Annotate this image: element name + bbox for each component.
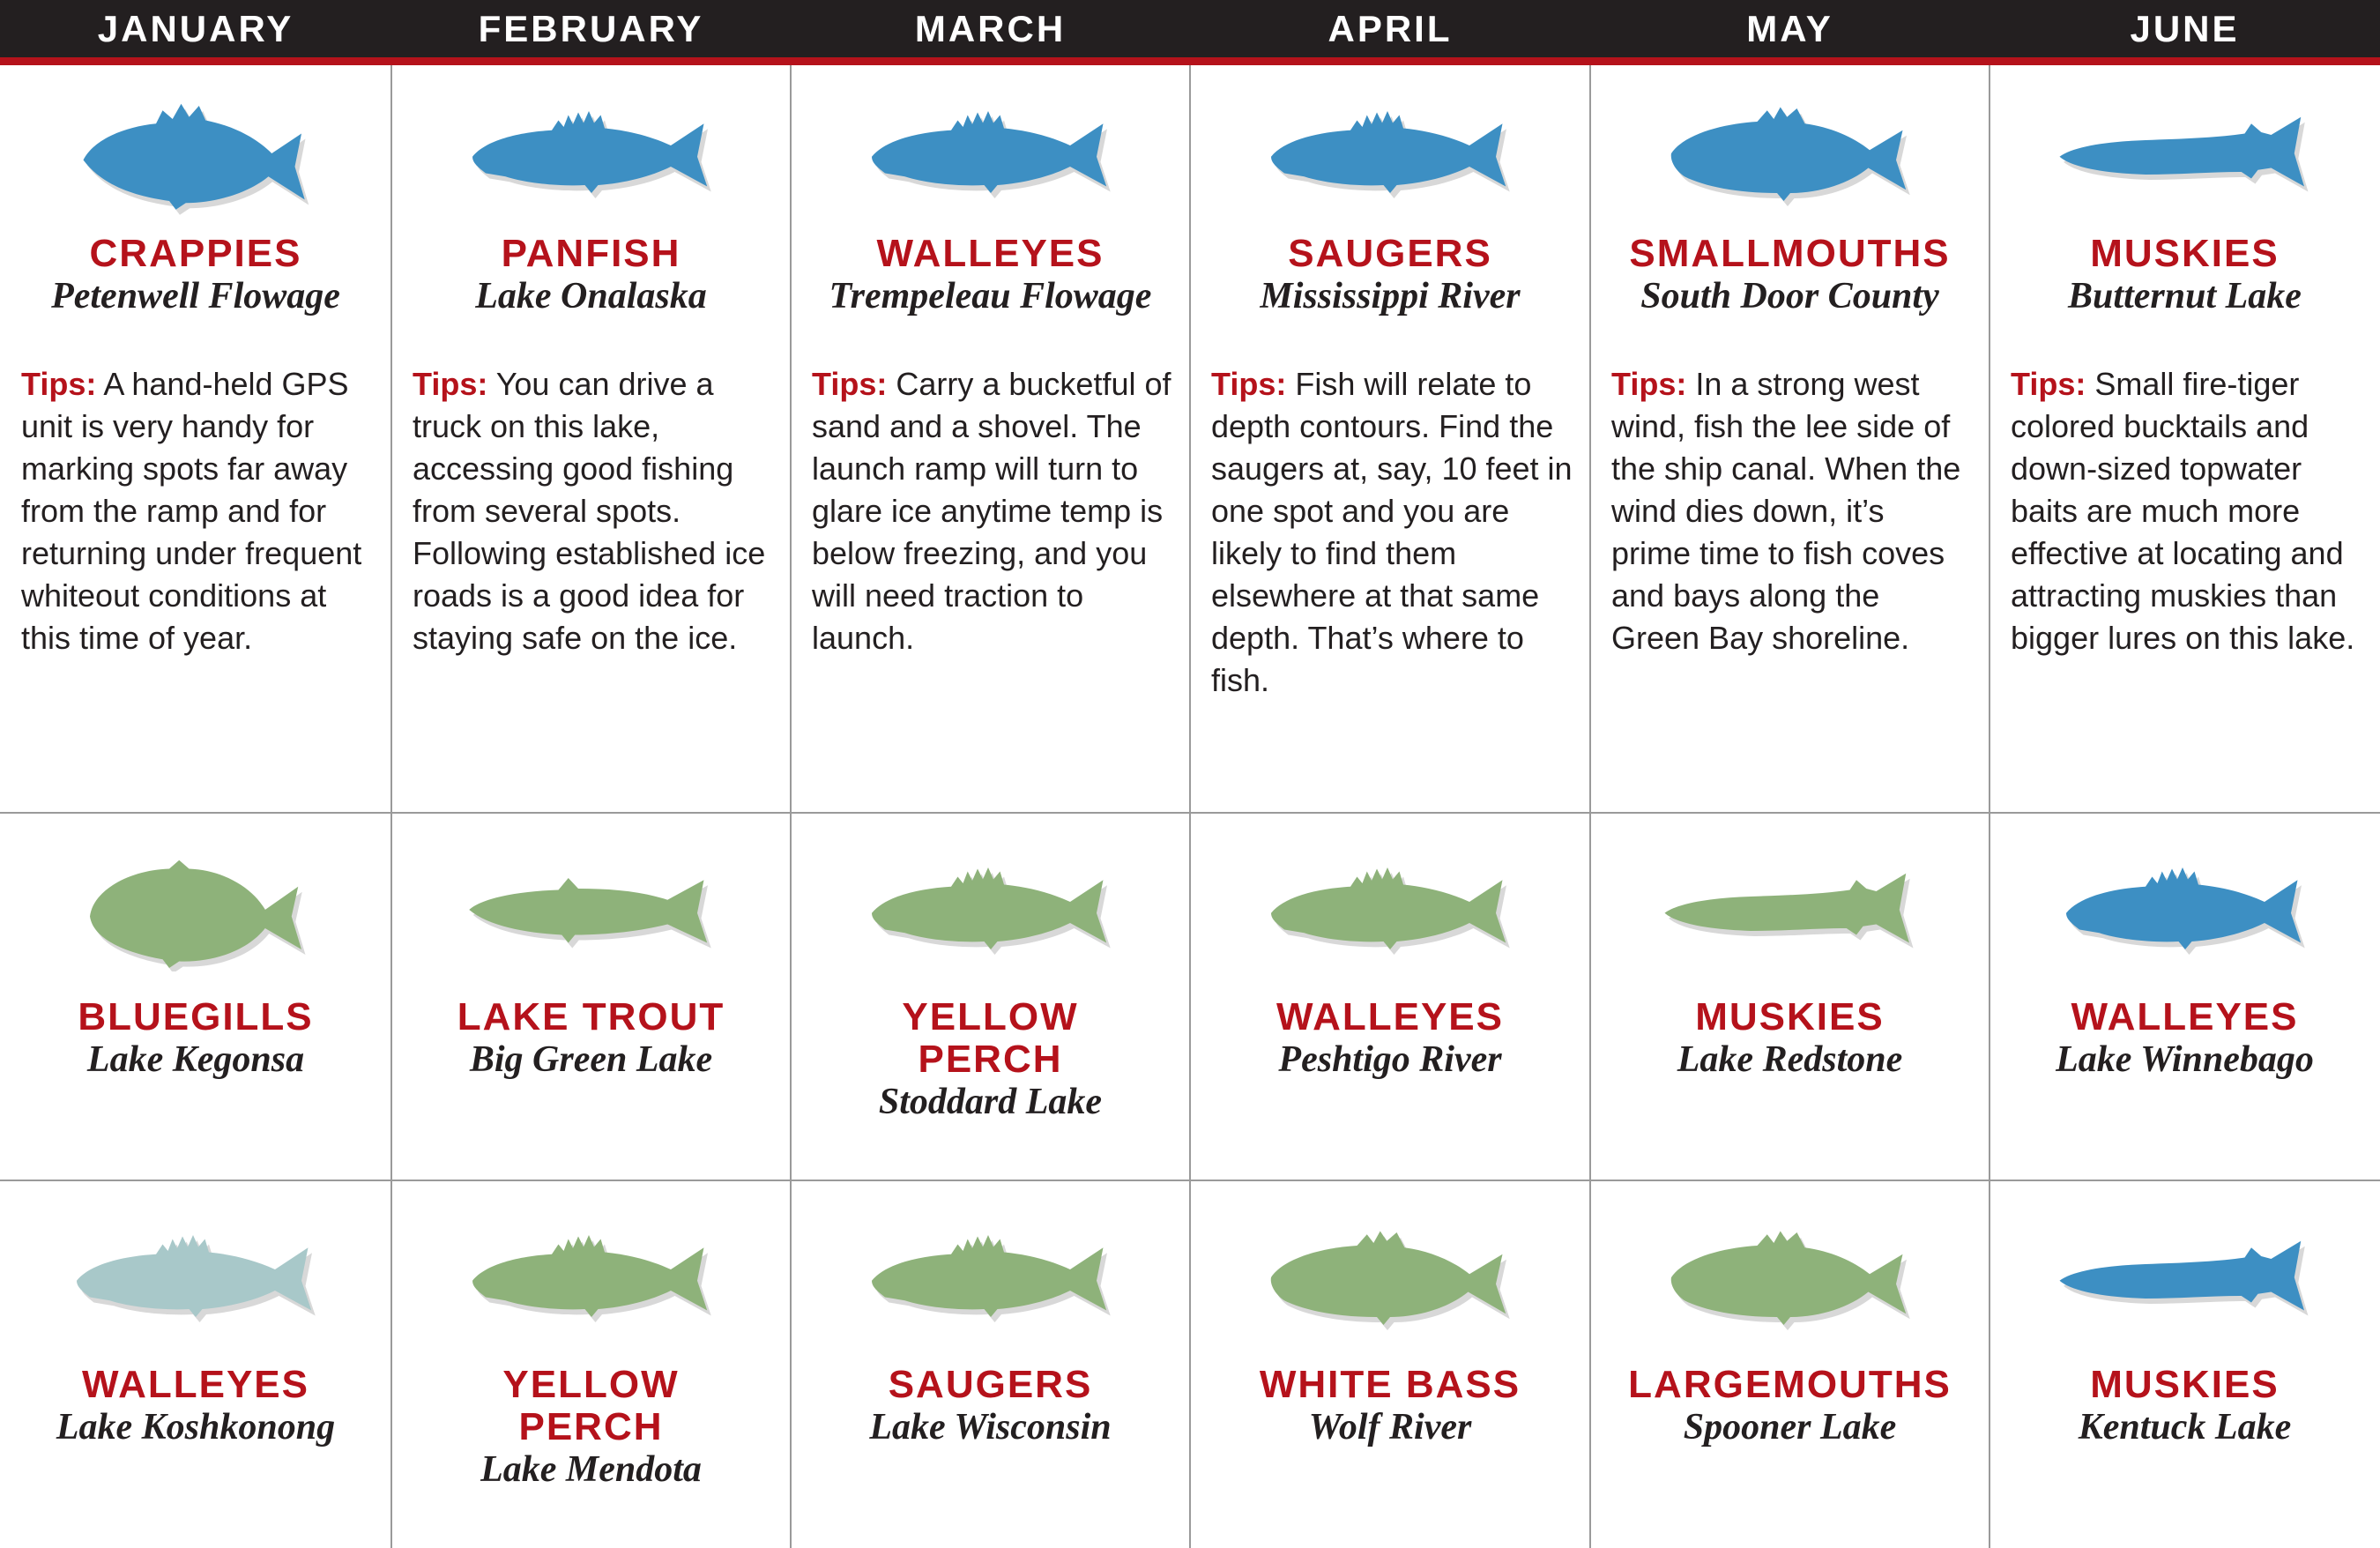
tips-body: Small fire-tiger colored bucktails and down-sized topwater baits are much more effective at locating and attracting muskies than bigger lures on this lake. (2011, 366, 2355, 656)
bass-icon (1258, 1216, 1522, 1339)
species-name: LARGEMOUTHS (1628, 1363, 1952, 1406)
location-name: Lake Wisconsin (869, 1407, 1112, 1448)
tips-text (1590, 363, 1990, 659)
tips-label: Tips: (413, 366, 488, 402)
location-name: Lake Onalaska (475, 276, 707, 316)
month-header-june: JUNE (2130, 8, 2240, 49)
calendar-cell (1990, 813, 2380, 1180)
tips-label: Tips: (2011, 366, 2086, 402)
calendar-cell (1990, 1180, 2380, 1548)
calendar-cell (791, 65, 1190, 813)
walleye-icon (859, 848, 1123, 971)
species-name: YELLOW (902, 995, 1079, 1038)
tips-body: You can drive a truck on this lake, accessing good fishing from several spots. Following established ice roads is a good idea for staying safe on the ice. (413, 366, 766, 656)
location-name: Lake Winnebago (2056, 1039, 2314, 1080)
species-name: WALLEYES (81, 1363, 310, 1406)
location-name: Butternut Lake (2068, 276, 2302, 316)
species-name: PERCH (918, 1038, 1063, 1081)
calendar-cell (0, 813, 391, 1180)
species-name: WALLEYES (1276, 995, 1505, 1038)
location-name: South Door County (1640, 276, 1939, 316)
bass-icon (1658, 92, 1923, 215)
tips-body: Carry a bucketful of sand and a shovel. The launch ramp will turn to glare ice anytime temp is below freezing, and you will need traction to launch. (812, 366, 1171, 656)
tips-body: In a strong west wind, fish the lee side of the ship canal. When the wind dies down, it’s prime time to fish coves and bays along the Green Bay shoreline. (1611, 366, 1961, 656)
location-name: Lake Koshkonong (56, 1407, 336, 1448)
calendar-cell (1190, 1180, 1590, 1548)
species-name: MUSKIES (2090, 1363, 2280, 1406)
tips-label: Tips: (21, 366, 97, 402)
tips-text (791, 363, 1190, 659)
location-name: Big Green Lake (469, 1039, 713, 1080)
walleye-icon (1258, 92, 1522, 215)
location-name: Wolf River (1308, 1407, 1472, 1448)
species-name: SAUGERS (1288, 232, 1492, 275)
muskie-icon (2053, 1216, 2317, 1339)
species-name: YELLOW (502, 1363, 680, 1406)
species-name: WHITE BASS (1259, 1363, 1521, 1406)
tips-body: Fish will relate to depth contours. Find the saugers at, say, 10 feet in one spot and you are likely to find them elsewhere at that same depth. That’s where to fish. (1211, 366, 1573, 698)
location-name: Kentuck Lake (2078, 1407, 2292, 1448)
month-header (0, 0, 2380, 65)
location-name: Lake Mendota (480, 1449, 702, 1490)
tips-text (1190, 363, 1590, 702)
species-name: PERCH (518, 1405, 664, 1448)
month-header-april: APRIL (1328, 8, 1453, 49)
calendar-cell (0, 1180, 391, 1548)
calendar-cell (1990, 65, 2380, 813)
calendar-cell (0, 65, 391, 813)
tips-text (391, 363, 791, 659)
tips-body: A hand-held GPS unit is very handy for marking spots far away from the ramp and for returning under frequent whiteout conditions at this time of year. (21, 366, 362, 656)
month-header-january: JANUARY (97, 8, 294, 49)
location-name: Petenwell Flowage (51, 276, 340, 316)
bluegill-icon (63, 848, 328, 971)
location-name: Stoddard Lake (878, 1082, 1103, 1122)
calendar-cell (791, 813, 1190, 1180)
walleye-icon (459, 1216, 724, 1339)
walleye-icon (1258, 848, 1522, 971)
tips-label: Tips: (812, 366, 888, 402)
tips-text (0, 363, 391, 659)
calendar-cell (1190, 65, 1590, 813)
bass-icon (1658, 1216, 1923, 1339)
walleye-icon (2053, 848, 2317, 971)
species-name: WALLEYES (2071, 995, 2299, 1038)
month-header-february: FEBRUARY (478, 8, 704, 49)
species-name: PANFISH (501, 232, 681, 275)
calendar-cell (391, 65, 791, 813)
location-name: Lake Kegonsa (86, 1039, 305, 1080)
species-name: WALLEYES (876, 232, 1104, 275)
trout-icon (459, 848, 724, 971)
tips-text (1990, 363, 2380, 659)
month-header-march: MARCH (914, 8, 1067, 49)
species-name: CRAPPIES (89, 232, 302, 275)
calendar-cell (1590, 813, 1990, 1180)
species-name: SAUGERS (888, 1363, 1093, 1406)
species-name: SMALLMOUTHS (1629, 232, 1951, 275)
fishing-calendar-grid (0, 65, 2380, 1548)
walleye-icon (63, 1216, 328, 1339)
location-name: Lake Redstone (1677, 1039, 1903, 1080)
crappie-icon (63, 92, 328, 215)
month-header-may: MAY (1746, 8, 1833, 49)
walleye-icon (459, 92, 724, 215)
calendar-cell (1590, 1180, 1990, 1548)
species-name: MUSKIES (1695, 995, 1885, 1038)
muskie-icon (1658, 848, 1923, 971)
muskie-icon (2053, 92, 2317, 215)
calendar-cell (1590, 65, 1990, 813)
walleye-icon (859, 1216, 1123, 1339)
calendar-cell (391, 813, 791, 1180)
walleye-icon (859, 92, 1123, 215)
location-name: Trempeleau Flowage (829, 276, 1152, 316)
tips-label: Tips: (1211, 366, 1287, 402)
location-name: Spooner Lake (1683, 1407, 1897, 1448)
calendar-cell (1190, 813, 1590, 1180)
tips-label: Tips: (1611, 366, 1687, 402)
location-name: Peshtigo River (1278, 1039, 1502, 1080)
location-name: Mississippi River (1260, 276, 1521, 316)
calendar-cell (391, 1180, 791, 1548)
species-name: LAKE TROUT (457, 995, 725, 1038)
species-name: MUSKIES (2090, 232, 2280, 275)
calendar-cell (791, 1180, 1190, 1548)
species-name: BLUEGILLS (78, 995, 314, 1038)
